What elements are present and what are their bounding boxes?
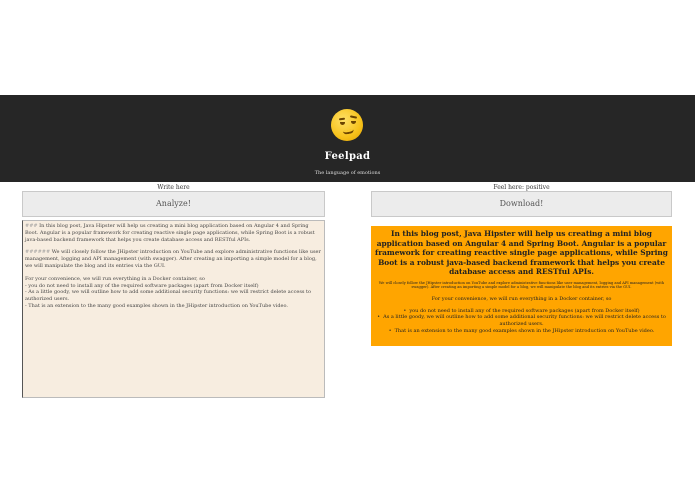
feel-here-label: Feel here: positive [493, 184, 550, 191]
app-tagline: The language of emotions [314, 170, 381, 176]
smirking-face-icon [331, 109, 363, 141]
write-here-label: Write here [157, 184, 190, 191]
list-item: • That is an extension to the many good examples shown in the JHipster introduction on YouTube video. [375, 328, 668, 335]
emotion-preview [371, 226, 672, 346]
preview-small-text: We will closely follow the JHipster introduction on YouTube and explore administrative functions like user management, logging and API management (with swagger). After creating an importing a simple model for a blog, we will manipulate the blog and its entries via the GUI. [378, 280, 665, 290]
preview-paragraph: For your convenience, we will run everything in a Docker container, so [431, 295, 612, 302]
editor-paragraph: ### In this blog post, Java Hipster will help us creating a mini blog application based on Angular 4 and Spring Boot. Angular is a popular framework for creating reactive single page applications, while Spring Boot is a robust java-based backend framework that helps you create database access and RESTful APIs. [25, 223, 315, 243]
app-title: Feelpad [324, 151, 371, 162]
app-header [0, 95, 695, 182]
preview-heading: In this blog post, Java Hipster will help us creating a mini blog application based on Angular 4 and Spring Boot. Angular is a popular framework for creating reactive single page applications, while Spring Boot is a robust java-based backend framework that helps you create database access and RESTful APIs. [375, 229, 668, 276]
editor-paragraph: For your convenience, we will run everything in a Docker container, so - you do not need to install any of the required software packages (apart from Docker itself) - As a little goody, we will outline how to add some additional security functions: we will restrict delete access to authorized users. - That is an extension to the many good examples shown in the JHipster introduction on YouTube video. [25, 275, 312, 309]
download-button[interactable]: Download! [371, 191, 672, 217]
list-item: • you do not need to install any of the required software packages (apart from Docker itself) [375, 308, 668, 315]
editor-paragraph: ###### We will closely follow the JHipster introduction on YouTube and explore administrative functions like user management, logging and API management (with swagger). After creating an importing a simple model for a blog, we will manipulate the blog and its entries via the GUI. [25, 249, 321, 269]
preview-list [375, 308, 668, 335]
analyze-button[interactable]: Analyze! [22, 191, 325, 217]
markdown-editor[interactable] [22, 220, 325, 398]
list-item: • As a little goody, we will outline how to add some additional security functions: we will restrict delete access to authorized users. [375, 314, 668, 328]
